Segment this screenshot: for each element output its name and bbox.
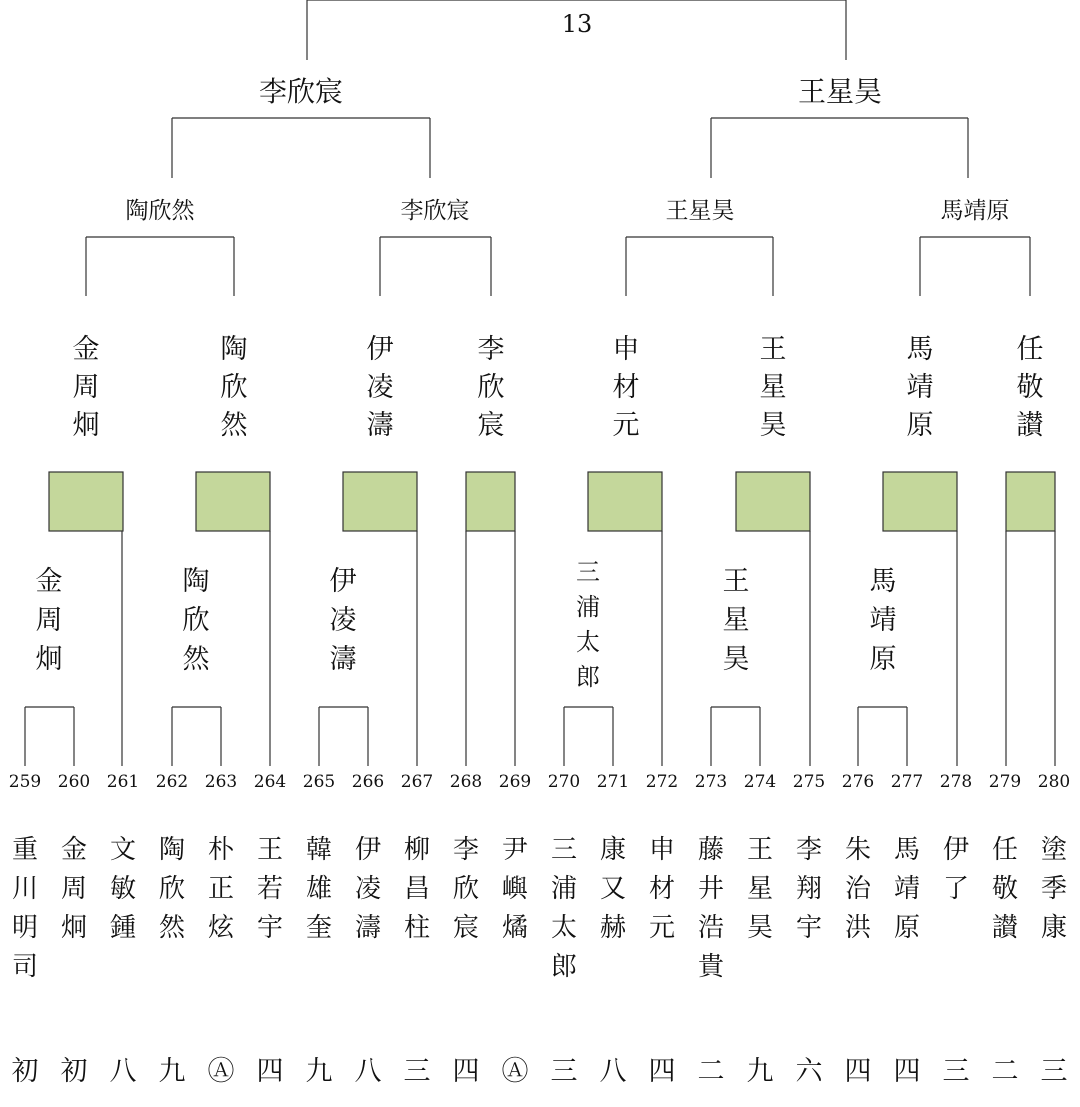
quarterfinalist-2-char-0: 伊 xyxy=(366,334,394,365)
player-name-2-char-0: 文 xyxy=(109,835,137,865)
player-name-5-char-0: 王 xyxy=(256,835,284,865)
player-rank-8: 三 xyxy=(403,1056,431,1087)
player-name-1-char-1: 周 xyxy=(60,874,88,904)
quarterfinalist-4-char-0: 申 xyxy=(612,334,640,365)
quarterfinalist-7-char-0: 任 xyxy=(1016,334,1044,365)
player-name-17-char-0: 朱 xyxy=(844,835,872,865)
player-name-18-char-0: 馬 xyxy=(893,835,921,865)
player-name-4-char-1: 正 xyxy=(207,874,235,904)
player-name-8-char-0: 柳 xyxy=(403,835,431,865)
quarterfinalist-1-char-2: 然 xyxy=(220,410,248,441)
quarterfinalist-0-char-1: 周 xyxy=(72,372,100,403)
player-name-21-char-1: 季 xyxy=(1040,874,1068,904)
player-rank-10: Ⓐ xyxy=(501,1056,529,1087)
finalist-left: 李欣宸 xyxy=(258,75,344,108)
player-name-1-char-0: 金 xyxy=(60,835,88,865)
semifinalist-3: 馬靖原 xyxy=(940,198,1010,224)
round1-winner-5-char-0: 王 xyxy=(722,566,750,597)
player-name-14-char-2: 浩 xyxy=(697,913,725,943)
player-rank-0: 初 xyxy=(11,1056,39,1087)
result-box-7 xyxy=(1006,472,1055,531)
player-rank-18: 四 xyxy=(893,1056,921,1087)
round1-winner-4-char-2: 太 xyxy=(576,628,600,656)
player-name-2-char-1: 敏 xyxy=(109,874,137,904)
player-name-0-char-2: 明 xyxy=(11,913,39,943)
result-boxes xyxy=(49,472,1055,531)
quarterfinalist-6-char-0: 馬 xyxy=(906,334,934,365)
player-name-5-char-1: 若 xyxy=(256,874,284,904)
player-name-12-char-0: 康 xyxy=(599,835,627,865)
bracket-lines xyxy=(25,0,1055,766)
seed-number-19: 278 xyxy=(939,772,973,792)
player-name-17-char-2: 洪 xyxy=(844,913,872,943)
player-rank-21: 三 xyxy=(1040,1056,1068,1087)
player-name-14-char-0: 藤 xyxy=(697,835,725,865)
player-name-0-char-1: 川 xyxy=(11,874,39,904)
seed-number-21: 280 xyxy=(1037,772,1071,792)
round1-winner-5-char-1: 星 xyxy=(722,605,750,636)
player-name-3-char-1: 欣 xyxy=(158,874,186,904)
round1-winner-0-char-0: 金 xyxy=(35,566,63,597)
player-name-16-char-1: 翔 xyxy=(795,874,823,904)
result-box-5 xyxy=(736,472,810,531)
round1-winner-6-char-1: 靖 xyxy=(869,605,897,636)
seed-number-8: 267 xyxy=(400,772,434,792)
seed-number-9: 268 xyxy=(449,772,483,792)
seed-number-16: 275 xyxy=(792,772,826,792)
player-name-7-char-0: 伊 xyxy=(354,835,382,865)
quarterfinalist-2-char-1: 凌 xyxy=(366,372,394,403)
player-name-15-char-2: 昊 xyxy=(746,913,774,943)
player-name-15-char-0: 王 xyxy=(746,835,774,865)
quarterfinalist-5-char-1: 星 xyxy=(759,372,787,403)
player-name-16-char-2: 宇 xyxy=(795,913,823,943)
player-name-7-char-2: 濤 xyxy=(354,913,382,943)
player-name-18-char-2: 原 xyxy=(893,913,921,943)
player-name-6-char-1: 雄 xyxy=(305,874,333,904)
player-name-7-char-1: 凌 xyxy=(354,874,382,904)
player-name-19-char-0: 伊 xyxy=(942,835,970,865)
player-name-0-char-3: 司 xyxy=(11,952,39,982)
round1-winner-5-char-2: 昊 xyxy=(722,644,750,675)
player-rank-13: 四 xyxy=(648,1056,676,1087)
player-rank-15: 九 xyxy=(746,1056,774,1087)
round1-winner-4-char-1: 浦 xyxy=(576,593,600,621)
player-rank-5: 四 xyxy=(256,1056,284,1087)
semifinalist-2: 王星昊 xyxy=(665,198,735,224)
seed-number-5: 264 xyxy=(253,772,287,792)
quarterfinalist-1-char-1: 欣 xyxy=(220,372,248,403)
seed-number-11: 270 xyxy=(547,772,581,792)
bracket-labels xyxy=(9,10,1070,1087)
player-name-12-char-2: 赫 xyxy=(599,913,627,943)
player-rank-1: 初 xyxy=(60,1056,88,1087)
round1-winner-2-char-2: 濤 xyxy=(329,644,357,675)
seed-number-6: 265 xyxy=(302,772,336,792)
player-name-3-char-0: 陶 xyxy=(158,835,186,865)
player-name-12-char-1: 又 xyxy=(599,874,627,904)
player-name-9-char-2: 宸 xyxy=(452,913,480,943)
semifinalist-0: 陶欣然 xyxy=(125,198,195,224)
round1-winner-6-char-0: 馬 xyxy=(869,566,897,597)
seed-number-3: 262 xyxy=(155,772,189,792)
player-name-9-char-0: 李 xyxy=(452,835,480,865)
round1-winner-2-char-0: 伊 xyxy=(329,566,357,597)
player-name-20-char-0: 任 xyxy=(991,835,1019,865)
result-box-1 xyxy=(196,472,270,531)
quarterfinalist-1-char-0: 陶 xyxy=(220,334,248,365)
result-box-3 xyxy=(466,472,515,531)
final-number: 13 xyxy=(561,10,593,38)
player-name-16-char-0: 李 xyxy=(795,835,823,865)
player-rank-11: 三 xyxy=(550,1056,578,1087)
player-name-5-char-2: 宇 xyxy=(256,913,284,943)
player-name-6-char-0: 韓 xyxy=(305,835,333,865)
result-box-6 xyxy=(883,472,957,531)
result-box-0 xyxy=(49,472,123,531)
player-name-21-char-2: 康 xyxy=(1040,913,1068,943)
seed-number-12: 271 xyxy=(596,772,630,792)
seed-number-1: 260 xyxy=(57,772,91,792)
result-box-4 xyxy=(588,472,662,531)
player-rank-3: 九 xyxy=(158,1056,186,1087)
seed-number-13: 272 xyxy=(645,772,679,792)
seed-number-15: 274 xyxy=(743,772,777,792)
quarterfinalist-7-char-1: 敬 xyxy=(1016,372,1044,403)
player-name-0-char-0: 重 xyxy=(11,835,39,865)
quarterfinalist-2-char-2: 濤 xyxy=(366,410,394,441)
player-name-8-char-2: 柱 xyxy=(403,913,431,943)
round1-winner-0-char-2: 炯 xyxy=(35,644,63,675)
player-name-13-char-0: 申 xyxy=(648,835,676,865)
seed-number-4: 263 xyxy=(204,772,238,792)
player-rank-9: 四 xyxy=(452,1056,480,1087)
seed-number-17: 276 xyxy=(841,772,875,792)
quarterfinalist-6-char-1: 靖 xyxy=(906,372,934,403)
round1-winner-2-char-1: 凌 xyxy=(329,605,357,636)
player-name-20-char-1: 敬 xyxy=(991,874,1019,904)
quarterfinalist-7-char-2: 讃 xyxy=(1016,410,1044,441)
seed-number-0: 259 xyxy=(8,772,42,792)
player-rank-4: Ⓐ xyxy=(207,1056,235,1087)
quarterfinalist-4-char-2: 元 xyxy=(612,410,640,441)
seed-number-20: 279 xyxy=(988,772,1022,792)
player-name-10-char-0: 尹 xyxy=(501,835,529,865)
player-name-15-char-1: 星 xyxy=(746,874,774,904)
quarterfinalist-5-char-2: 昊 xyxy=(759,410,787,441)
player-name-3-char-2: 然 xyxy=(158,913,186,943)
quarterfinalist-3-char-1: 欣 xyxy=(477,372,505,403)
player-rank-17: 四 xyxy=(844,1056,872,1087)
round1-winner-4-char-3: 郎 xyxy=(576,663,600,691)
seed-number-18: 277 xyxy=(890,772,924,792)
player-name-10-char-2: 燏 xyxy=(501,913,529,943)
player-name-11-char-1: 浦 xyxy=(550,874,578,904)
player-rank-6: 九 xyxy=(305,1056,333,1087)
seed-number-10: 269 xyxy=(498,772,532,792)
player-name-17-char-1: 治 xyxy=(844,874,872,904)
player-name-13-char-1: 材 xyxy=(648,874,676,904)
player-name-2-char-2: 鍾 xyxy=(109,913,137,943)
player-name-6-char-2: 奎 xyxy=(305,913,333,943)
player-name-11-char-0: 三 xyxy=(550,835,578,865)
player-name-11-char-3: 郎 xyxy=(550,952,578,982)
player-name-8-char-1: 昌 xyxy=(403,874,431,904)
player-name-9-char-1: 欣 xyxy=(452,874,480,904)
quarterfinalist-0-char-0: 金 xyxy=(72,334,100,365)
player-name-19-char-1: 了 xyxy=(942,874,970,904)
quarterfinalist-6-char-2: 原 xyxy=(906,410,934,441)
round1-winner-1-char-0: 陶 xyxy=(182,566,210,597)
player-name-14-char-1: 井 xyxy=(697,874,725,904)
player-name-21-char-0: 塗 xyxy=(1040,835,1068,865)
quarterfinalist-5-char-0: 王 xyxy=(759,334,787,365)
round1-winner-6-char-2: 原 xyxy=(869,644,897,675)
finalist-right: 王星昊 xyxy=(797,75,883,108)
player-name-13-char-2: 元 xyxy=(648,913,676,943)
seed-number-14: 273 xyxy=(694,772,728,792)
player-name-18-char-1: 靖 xyxy=(893,874,921,904)
player-name-4-char-0: 朴 xyxy=(207,835,235,865)
round1-winner-1-char-1: 欣 xyxy=(182,605,210,636)
result-box-2 xyxy=(343,472,417,531)
round1-winner-0-char-1: 周 xyxy=(35,605,63,636)
player-rank-14: 二 xyxy=(697,1056,725,1087)
semifinalist-1: 李欣宸 xyxy=(400,198,470,224)
player-name-1-char-2: 炯 xyxy=(60,913,88,943)
quarterfinalist-4-char-1: 材 xyxy=(612,372,640,403)
player-rank-12: 八 xyxy=(599,1056,627,1087)
player-rank-7: 八 xyxy=(354,1056,382,1087)
quarterfinalist-0-char-2: 炯 xyxy=(72,410,100,441)
player-rank-2: 八 xyxy=(109,1056,137,1087)
round1-winner-1-char-2: 然 xyxy=(182,644,210,675)
player-name-11-char-2: 太 xyxy=(550,913,578,943)
seed-number-7: 266 xyxy=(351,772,385,792)
round1-winner-4-char-0: 三 xyxy=(576,558,600,586)
player-name-10-char-1: 嶼 xyxy=(501,874,529,904)
quarterfinalist-3-char-2: 宸 xyxy=(477,410,505,441)
player-rank-16: 六 xyxy=(795,1056,823,1087)
quarterfinalist-3-char-0: 李 xyxy=(477,334,505,365)
player-rank-19: 三 xyxy=(942,1056,970,1087)
player-name-14-char-3: 貴 xyxy=(697,952,725,982)
player-name-20-char-2: 讃 xyxy=(991,913,1019,943)
player-rank-20: 二 xyxy=(991,1056,1019,1087)
player-name-4-char-2: 炫 xyxy=(207,913,235,943)
seed-number-2: 261 xyxy=(106,772,140,792)
